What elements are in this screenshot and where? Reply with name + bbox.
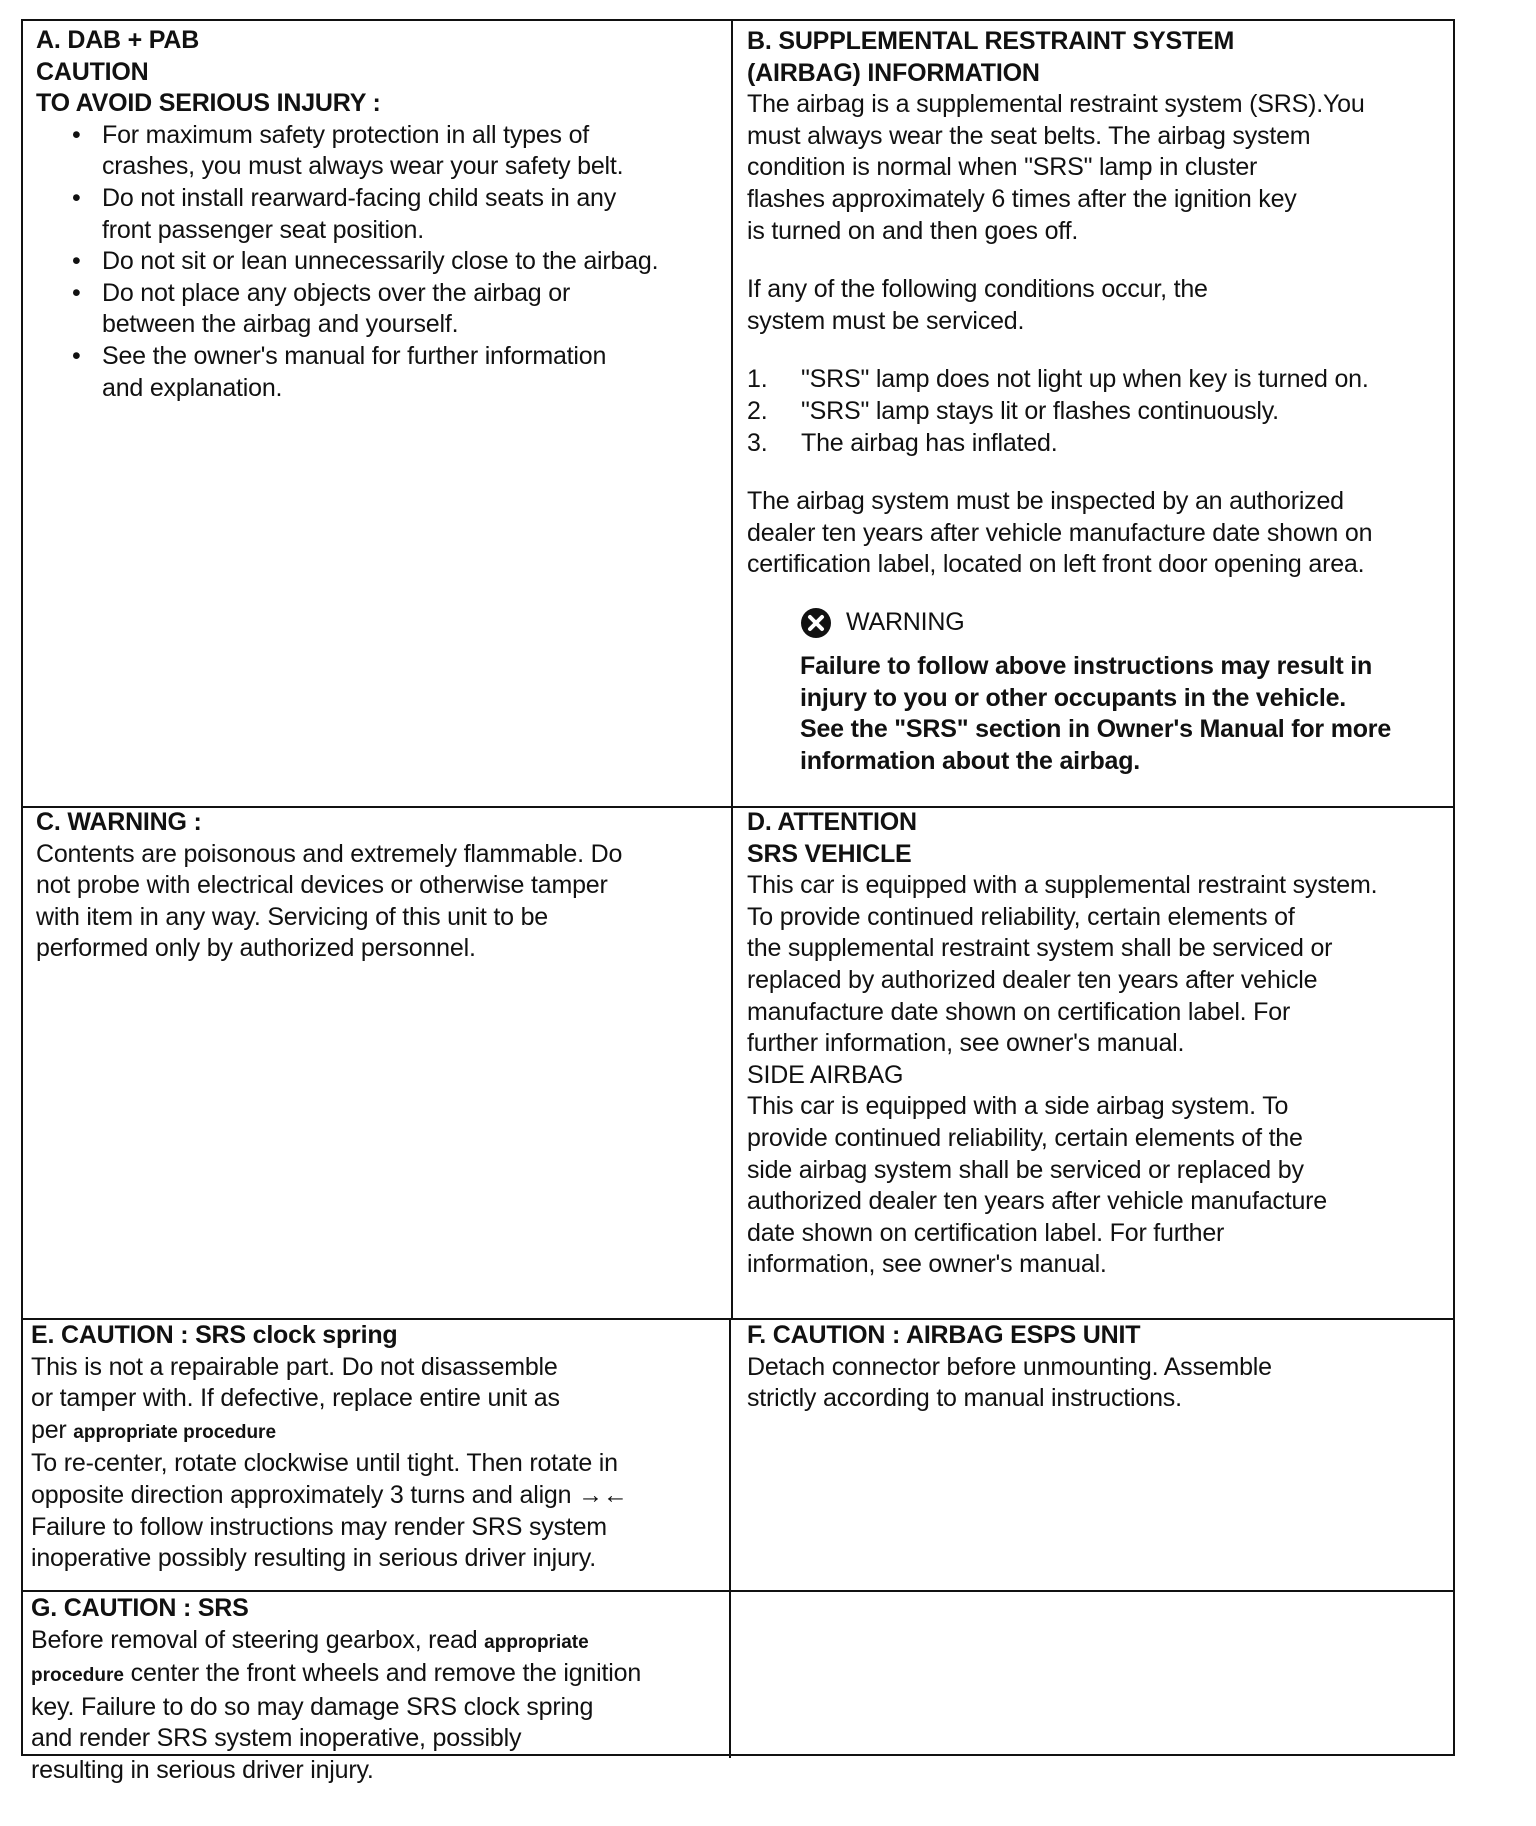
text-fragment: per	[31, 1415, 67, 1444]
text-line: condition is normal when "SRS" lamp in cluster	[747, 153, 1258, 182]
cell-e-clock-spring	[31, 1320, 731, 1575]
cell-c-warning	[36, 807, 736, 965]
cell-g-title: G. CAUTION : SRS	[31, 1594, 249, 1622]
text-line: flashes approximately 6 times after the ignition key	[747, 184, 1297, 213]
cell-b-srs-information	[747, 26, 1451, 777]
cell-b-title: B. SUPPLEMENTAL RESTRAINT SYSTEM	[747, 27, 1235, 55]
text-line: inoperative possibly resulting in serious driver injury.	[31, 1544, 596, 1573]
text-line: further information, see owner's manual.	[747, 1029, 1185, 1058]
bullet-icon: •	[72, 183, 81, 212]
text-line: strictly according to manual instructions.	[747, 1384, 1182, 1413]
list-number: 2.	[747, 396, 768, 425]
cell-f-esps-unit	[747, 1320, 1451, 1415]
text-line	[31, 1658, 735, 1692]
list-item	[747, 396, 1451, 428]
cell-c-title: C. WARNING :	[36, 808, 202, 836]
cell-d-subtitle-2: SIDE AIRBAG	[747, 1060, 904, 1089]
text-line: opposite direction approximately 3 turns and align →←	[31, 1480, 628, 1509]
bullet-line: between the airbag and yourself.	[102, 310, 459, 339]
bullet-icon: •	[72, 120, 81, 149]
list-item	[747, 364, 1451, 396]
text-line: This car is equipped with a side airbag system. To	[747, 1092, 1289, 1121]
cell-a-heading: TO AVOID SERIOUS INJURY :	[36, 89, 381, 118]
text-line: not probe with electrical devices or otherwise tamper	[36, 871, 608, 900]
text-line: To re-center, rotate clockwise until tight. Then rotate in	[31, 1449, 618, 1478]
text-fragment-small: appropriate procedure	[73, 1421, 277, 1443]
text-line: information, see owner's manual.	[747, 1250, 1107, 1279]
list-text: "SRS" lamp does not light up when key is turned on.	[801, 365, 1369, 394]
cell-d-attention	[747, 807, 1451, 1281]
text-line: provide continued reliability, certain elements of the	[747, 1123, 1303, 1152]
warning-line: See the "SRS" section in Owner's Manual for more	[800, 715, 1392, 744]
list-number: 3.	[747, 428, 768, 457]
warning-line: Failure to follow above instructions may result in	[800, 651, 1373, 680]
list-item	[36, 183, 726, 246]
cell-d-title: D. ATTENTION	[747, 808, 917, 836]
bullet-line: crashes, you must always wear your safety belt.	[102, 152, 624, 181]
text-line: the supplemental restraint system shall be serviced or	[747, 934, 1333, 963]
cell-a-title: A. DAB + PAB	[36, 26, 200, 54]
bullet-line: See the owner's manual for further information	[102, 341, 607, 370]
bullet-icon: •	[72, 341, 81, 370]
list-item	[36, 278, 726, 341]
cell-a-dab-pab	[36, 25, 726, 404]
warning-label: WARNING	[846, 608, 965, 637]
text-line: replaced by authorized dealer ten years after vehicle	[747, 965, 1318, 994]
bullet-line: Do not install rearward-facing child seats in any	[102, 183, 617, 212]
text-line: is turned on and then goes off.	[747, 216, 1079, 245]
text-fragment: Before removal of steering gearbox, read	[31, 1625, 478, 1654]
warning-header	[800, 607, 1451, 639]
text-line: The airbag system must be inspected by an authorized	[747, 487, 1344, 516]
list-text: The airbag has inflated.	[801, 428, 1058, 457]
cell-e-title: E. CAUTION : SRS clock spring	[31, 1321, 398, 1349]
bullet-line: For maximum safety protection in all types of	[102, 120, 590, 149]
text-line: key. Failure to do so may damage SRS clock spring	[31, 1692, 594, 1721]
list-item	[36, 341, 726, 404]
condition-list	[747, 364, 1451, 459]
text-line: Failure to follow instructions may render SRS system	[31, 1512, 607, 1541]
bullet-line: Do not place any objects over the airbag or	[102, 278, 571, 307]
text-line: system must be serviced.	[747, 306, 1025, 335]
text-line: This is not a repairable part. Do not disassemble	[31, 1352, 558, 1381]
cell-b-title: (AIRBAG) INFORMATION	[747, 58, 1040, 87]
label-table	[21, 19, 1455, 1784]
text-line: resulting in serious driver injury.	[31, 1755, 374, 1784]
list-number: 1.	[747, 365, 768, 394]
text-line: Detach connector before unmounting. Assemble	[747, 1352, 1272, 1381]
cell-f-title: F. CAUTION : AIRBAG ESPS UNIT	[747, 1321, 1141, 1349]
warning-block	[800, 607, 1451, 777]
text-fragment-small: appropriate	[484, 1631, 589, 1653]
bullet-line: and explanation.	[102, 373, 283, 402]
text-fragment: center the front wheels and remove the ignition	[130, 1659, 642, 1688]
text-line: and render SRS system inoperative, possibly	[31, 1724, 522, 1753]
text-line: authorized dealer ten years after vehicle manufacture	[747, 1187, 1328, 1216]
warning-line: injury to you or other occupants in the vehicle.	[800, 683, 1347, 712]
column-divider	[731, 21, 733, 1318]
cell-g-srs-caution	[31, 1593, 735, 1787]
text-line	[31, 1415, 731, 1449]
row-divider-3	[23, 1590, 1453, 1592]
bullet-icon: •	[72, 278, 81, 307]
cell-a-subtitle: CAUTION	[36, 57, 149, 86]
text-fragment-small: procedure	[31, 1665, 124, 1687]
text-line: If any of the following conditions occur, the	[747, 275, 1208, 304]
text-line: To provide continued reliability, certain elements of	[747, 902, 1295, 931]
text-line: The airbag is a supplemental restraint system (SRS).You	[747, 90, 1365, 119]
cell-d-subtitle: SRS VEHICLE	[747, 839, 912, 868]
text-line: Contents are poisonous and extremely flammable. Do	[36, 839, 623, 868]
bullet-line: Do not sit or lean unnecessarily close to the airbag.	[102, 247, 659, 276]
text-line: or tamper with. If defective, replace entire unit as	[31, 1384, 560, 1413]
cell-a-bullet-list	[36, 120, 726, 404]
text-line: certification label, located on left front door opening area.	[747, 550, 1365, 579]
bullet-icon: •	[72, 247, 81, 276]
text-line: This car is equipped with a supplemental restraint system.	[747, 871, 1378, 900]
text-line: performed only by authorized personnel.	[36, 934, 476, 963]
x-circle-icon	[800, 607, 832, 639]
list-item	[36, 246, 726, 278]
text-line: with item in any way. Servicing of this unit to be	[36, 902, 548, 931]
text-line: side airbag system shall be serviced or replaced by	[747, 1155, 1304, 1184]
list-text: "SRS" lamp stays lit or flashes continuously.	[801, 396, 1279, 425]
warning-line: information about the airbag.	[800, 746, 1141, 775]
list-item	[747, 428, 1451, 460]
text-line: date shown on certification label. For further	[747, 1218, 1225, 1247]
text-line: manufacture date shown on certification label. For	[747, 997, 1291, 1026]
list-item	[36, 120, 726, 183]
text-line: dealer ten years after vehicle manufacture date shown on	[747, 518, 1373, 547]
text-line: must always wear the seat belts. The airbag system	[747, 121, 1311, 150]
text-line	[31, 1625, 735, 1659]
bullet-line: front passenger seat position.	[102, 215, 424, 244]
